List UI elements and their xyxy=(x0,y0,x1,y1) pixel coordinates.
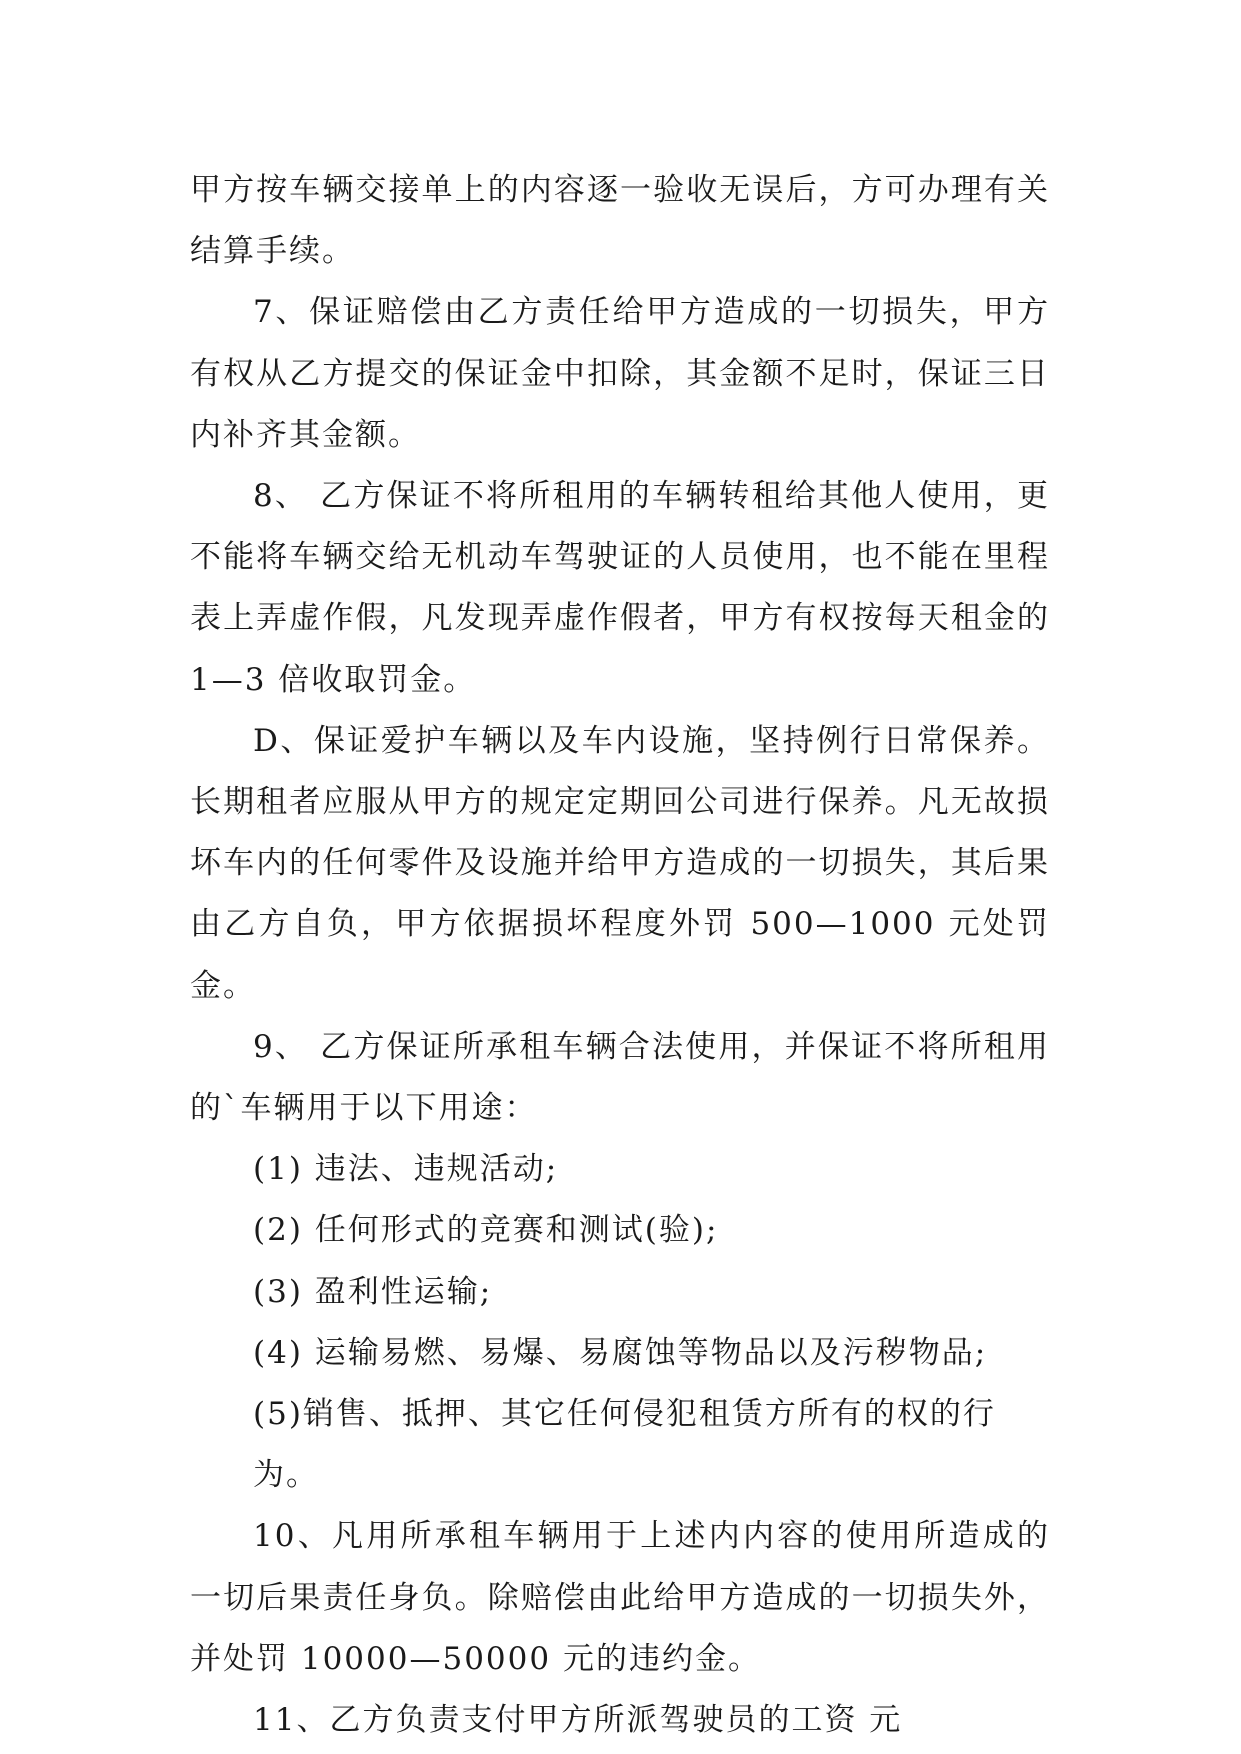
paragraph-clause-7: 7、保证赔偿由乙方责任给甲方造成的一切损失，甲方有权从乙方提交的保证金中扣除，其金额不足时，保证三日内补齐其金额。 xyxy=(190,294,1050,453)
list-item: (2) 任何形式的竞赛和测试(验); xyxy=(253,1212,719,1249)
list-item: (4) 运输易燃、易爆、易腐蚀等物品以及污秽物品; xyxy=(253,1334,988,1371)
list-item: (1) 违法、违规活动; xyxy=(253,1151,559,1188)
paragraph-clause-10: 10、凡用所承租车辆用于上述内内容的使用所造成的一切后果责任身负。除赔偿由此给甲方造成的一切损失外，并处罚 10000—50000 元的违约金。 xyxy=(190,1518,1050,1677)
paragraph-clause-d: D、保证爱护车辆以及车内设施，坚持例行日常保养。长期租者应服从甲方的规定定期回公司进行保养。凡无故损坏车内的任何零件及设施并给甲方造成的一切损失，其后果由乙方自负，甲方依据损坏程度外罚 500—1000 元处罚金。 xyxy=(190,722,1050,1004)
paragraph-clause-8: 8、 乙方保证不将所租用的车辆转租给其他人使用，更不能将车辆交给无机动车驾驶证的人员使用，也不能在里程表上弄虚作假，凡发现弄虚作假者，甲方有权按每天租金的1—3 倍收取罚金。 xyxy=(190,478,1050,698)
paragraph-clause-11: 11、乙方负责支付甲方所派驾驶员的工资 元 xyxy=(253,1702,903,1739)
document-body xyxy=(190,160,1050,1751)
paragraph-clause-9: 9、 乙方保证所承租车辆合法使用，并保证不将所租用的`车辆用于以下用途： xyxy=(190,1028,1050,1127)
list-item: (5)销售、抵押、其它任何侵犯租赁方所有的权的行为。 xyxy=(253,1396,996,1494)
paragraph-settlement: 甲方按车辆交接单上的内容逐一验收无误后，方可办理有关结算手续。 xyxy=(190,172,1050,270)
list-item: (3) 盈利性运输; xyxy=(253,1273,493,1310)
